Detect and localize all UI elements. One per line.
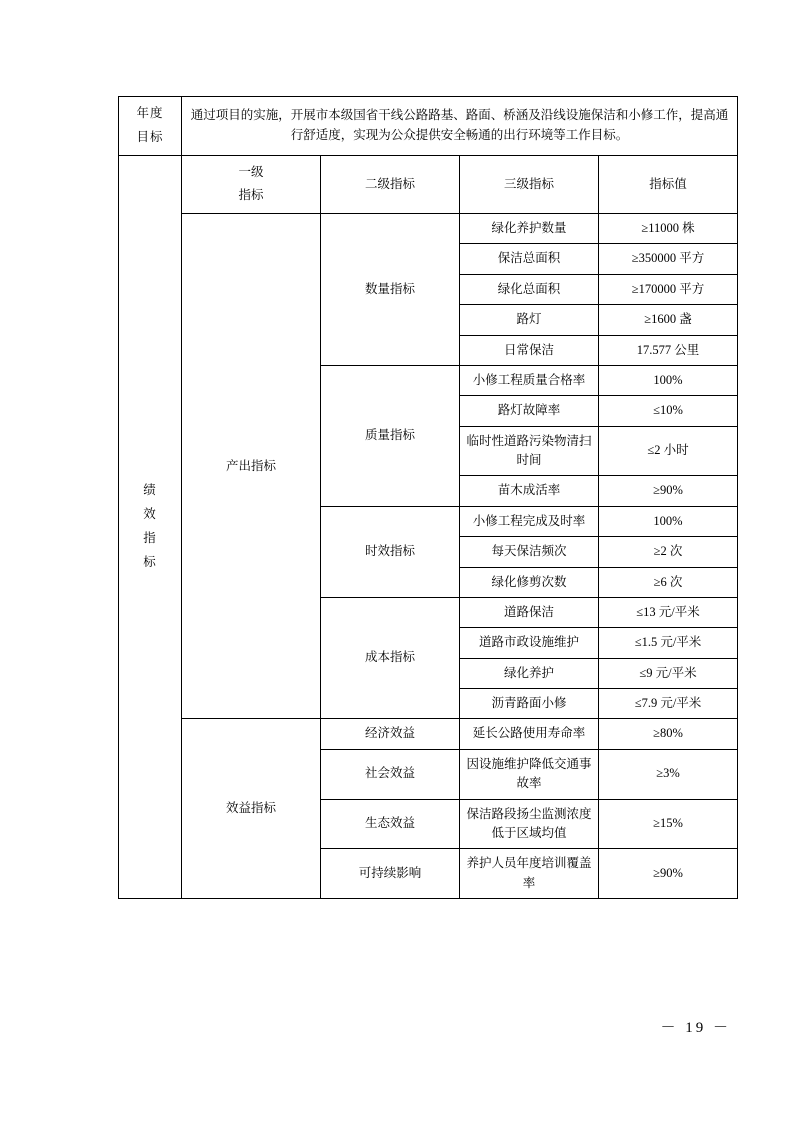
indicator-value: ≥6 次: [599, 567, 738, 597]
annual-goal-label-line2: 目标: [136, 129, 164, 144]
level2-social: 社会效益: [321, 749, 460, 799]
level1-output: 产出指标: [182, 214, 321, 719]
level3-label: 因设施维护降低交通事故率: [460, 749, 599, 799]
annual-goal-label-line1: 年度: [136, 106, 164, 120]
level2-economic: 经济效益: [321, 719, 460, 749]
level3-label: 小修工程完成及时率: [460, 506, 599, 536]
indicator-value: 17.577 公里: [599, 335, 738, 365]
level3-label: 临时性道路污染物清扫时间: [460, 426, 599, 476]
indicator-value: ≥3%: [599, 749, 738, 799]
header-level1-line1: 一级: [238, 164, 264, 179]
indicator-value: ≤9 元/平米: [599, 658, 738, 688]
indicator-value: ≥2 次: [599, 537, 738, 567]
header-level1: [182, 155, 321, 214]
table-row: [119, 719, 738, 749]
level3-label: 路灯故障率: [460, 396, 599, 426]
table-row-header: [119, 155, 738, 214]
level3-label: 养护人员年度培训覆盖率: [460, 849, 599, 899]
level3-label: 保洁路段扬尘监测浓度低于区域均值: [460, 799, 599, 849]
header-level1-line2: 指标: [238, 188, 264, 203]
level2-quality: 质量指标: [321, 365, 460, 506]
performance-table-wrapper: [118, 96, 738, 899]
annual-goal-label: [119, 97, 182, 156]
indicator-value: ≤13 元/平米: [599, 597, 738, 627]
level3-label: 绿化修剪次数: [460, 567, 599, 597]
level3-label: 绿化养护: [460, 658, 599, 688]
indicator-value: ≥15%: [599, 799, 738, 849]
indicator-value: 100%: [599, 365, 738, 395]
indicator-value: ≤10%: [599, 396, 738, 426]
perf-label-char-2: 指: [143, 530, 157, 545]
indicator-value: ≥1600 盏: [599, 305, 738, 335]
level3-label: 路灯: [460, 305, 599, 335]
header-level2: 二级指标: [321, 155, 460, 214]
indicator-value: ≥11000 株: [599, 214, 738, 244]
level3-label: 苗木成活率: [460, 476, 599, 506]
table-row: [119, 214, 738, 244]
level1-benefit: 效益指标: [182, 719, 321, 899]
level2-ecological: 生态效益: [321, 799, 460, 849]
indicator-value: ≤2 小时: [599, 426, 738, 476]
indicator-value: ≥90%: [599, 849, 738, 899]
level3-label: 保洁总面积: [460, 244, 599, 274]
level3-label: 道路市政设施维护: [460, 628, 599, 658]
perf-label-char-1: 效: [143, 507, 157, 521]
level2-cost: 成本指标: [321, 597, 460, 719]
indicator-value: ≥170000 平方: [599, 274, 738, 304]
table-row-annual-goal: [119, 97, 738, 156]
level2-quantity: 数量指标: [321, 214, 460, 366]
level3-label: 每天保洁频次: [460, 537, 599, 567]
level2-timeliness: 时效指标: [321, 506, 460, 597]
header-level3: 三级指标: [460, 155, 599, 214]
level3-label: 道路保洁: [460, 597, 599, 627]
level3-label: 绿化养护数量: [460, 214, 599, 244]
page-number: － 19 －: [660, 1020, 731, 1036]
annual-goal-text: 通过项目的实施，开展市本级国省干线公路路基、路面、桥涵及沿线设施保洁和小修工作，提高通行舒适度，实现为公众提供安全畅通的出行环境等工作目标。: [182, 97, 738, 156]
performance-indicator-table: [118, 96, 738, 899]
perf-label-char-0: 绩: [143, 483, 157, 498]
header-value: 指标值: [599, 155, 738, 214]
perf-label-char-3: 标: [143, 554, 157, 569]
level3-label: 日常保洁: [460, 335, 599, 365]
indicator-value: ≤1.5 元/平米: [599, 628, 738, 658]
level2-sustainability: 可持续影响: [321, 849, 460, 899]
performance-indicator-label: [119, 155, 182, 899]
indicator-value: ≥80%: [599, 719, 738, 749]
level3-label: 小修工程质量合格率: [460, 365, 599, 395]
indicator-value: ≤7.9 元/平米: [599, 689, 738, 719]
level3-label: 沥青路面小修: [460, 689, 599, 719]
indicator-value: ≥350000 平方: [599, 244, 738, 274]
indicator-value: 100%: [599, 506, 738, 536]
level3-label: 绿化总面积: [460, 274, 599, 304]
level3-label: 延长公路使用寿命率: [460, 719, 599, 749]
indicator-value: ≥90%: [599, 476, 738, 506]
